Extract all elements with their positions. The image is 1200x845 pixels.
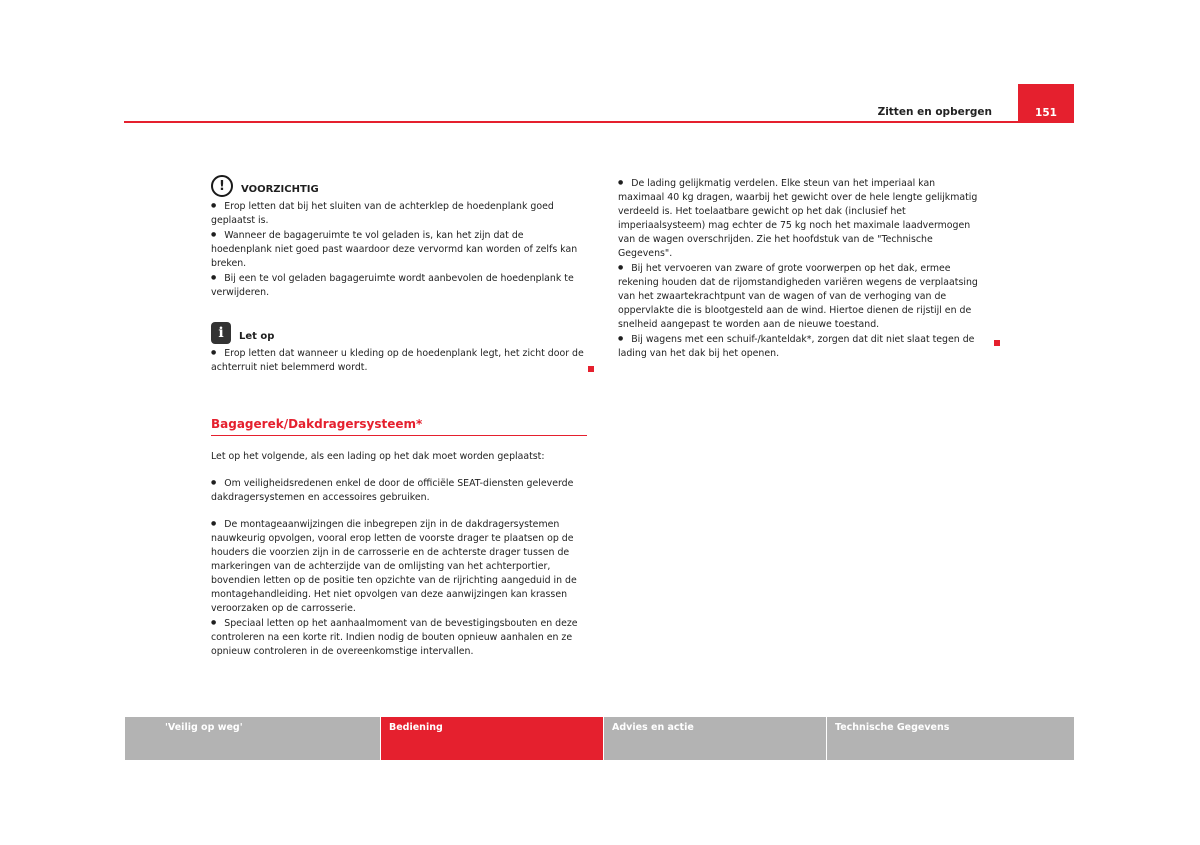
section-end-marker — [588, 366, 594, 372]
caution-item: ● Bij een te vol geladen bagageruimte wordt aanbevolen de hoedenplank te verwijderen. — [211, 271, 587, 300]
note-title: Let op — [239, 331, 275, 342]
info-icon: i — [211, 322, 231, 344]
section-heading-rule — [211, 435, 587, 436]
page-number: 151 — [1035, 107, 1057, 119]
section-intro: Let op het volgende, als een lading op het dak moet worden geplaatst: — [211, 451, 545, 462]
right-column-item: ● Bij wagens met een schuif-/kanteldak*, zorgen dat dit niet slaat tegen de lading van het dak bij het openen. — [618, 332, 984, 361]
section-heading: Bagagerek/Dakdragersysteem* — [211, 417, 423, 431]
footer-tab-veilig-op-weg[interactable]: 'Veilig op weg' — [125, 717, 380, 760]
caution-item: ● Erop letten dat bij het sluiten van de achterklep de hoedenplank goed geplaatst is. — [211, 199, 587, 228]
note-heading — [211, 322, 587, 344]
caution-title: VOORZICHTIG — [241, 184, 319, 195]
section-body — [211, 450, 587, 659]
right-column-item: ● De lading gelijkmatig verdelen. Elke steun van het imperiaal kan maximaal 40 kg dragen, waarbij het gewicht over de hele lengte gelijkmatig verdeeld is. Het toelaatbare gewicht op het dak (inclusief het imperiaalsysteem) mag echter de 75 kg noch het maximale laadvermogen van de wagen overschrijden. Zie het hoofdstuk van de "Technische Gegevens". — [618, 176, 984, 261]
note-item: ● Erop letten dat wanneer u kleding op de hoedenplank legt, het zicht door de achterruit niet belemmerd wordt. — [211, 346, 587, 375]
right-column-item: ● Bij het vervoeren van zware of grote voorwerpen op het dak, ermee rekening houden dat de rijomstandigheden variëren wegens de verplaatsing van het zwaartekrachtpunt van de wagen of van de verhoging van de oppervlakte die is blootgesteld aan de wind. Hiertoe dienen de rijstijl en de snelheid aangepast te worden aan de nieuwe toestand. — [618, 261, 984, 332]
running-header-title: Zitten en opbergen — [877, 106, 992, 118]
right-column — [618, 176, 984, 361]
footer-tab-bediening[interactable]: Bediening — [381, 717, 603, 760]
footer-tab-technische-gegevens[interactable]: Technische Gegevens — [827, 717, 1074, 760]
note-box — [211, 322, 587, 375]
footer-tab-advies-en-actie[interactable]: Advies en actie — [604, 717, 826, 760]
section-item: ● Om veiligheidsredenen enkel de door de officiële SEAT-diensten geleverde dakdragersystemen en accessoires gebruiken. — [211, 476, 587, 505]
section-end-marker — [994, 340, 1000, 346]
page-number-box — [1018, 84, 1074, 123]
caution-heading — [211, 175, 587, 197]
caution-box — [211, 175, 587, 300]
header-rule — [124, 121, 1018, 123]
exclamation-circle-icon: ! — [211, 175, 233, 197]
section-item: ● Speciaal letten op het aanhaalmoment van de bevestigingsbouten en deze controleren na een korte rit. Indien nodig de bouten opnieuw aanhalen en ze opnieuw controleren in de overeenkomstige intervallen. — [211, 616, 587, 659]
section-item: ● De montageaanwijzingen die inbegrepen zijn in de dakdragersystemen nauwkeurig opvolgen, vooral erop letten de voorste drager te plaatsen op de houders die voorzien zijn in de carrosserie en de achterste drager tussen de markeringen van de achterzijde van de omlijsting van het achterportier, bovendien letten op de positie ten opzichte van de rijrichting aangeduid in de montagehandleiding. Het niet opvolgen van deze aanwijzingen kan krassen veroorzaken op de carrosserie. — [211, 517, 587, 616]
caution-item: ● Wanneer de bagageruimte te vol geladen is, kan het zijn dat de hoedenplank niet goed past waardoor deze vervormd kan worden of zelfs kan breken. — [211, 228, 587, 271]
